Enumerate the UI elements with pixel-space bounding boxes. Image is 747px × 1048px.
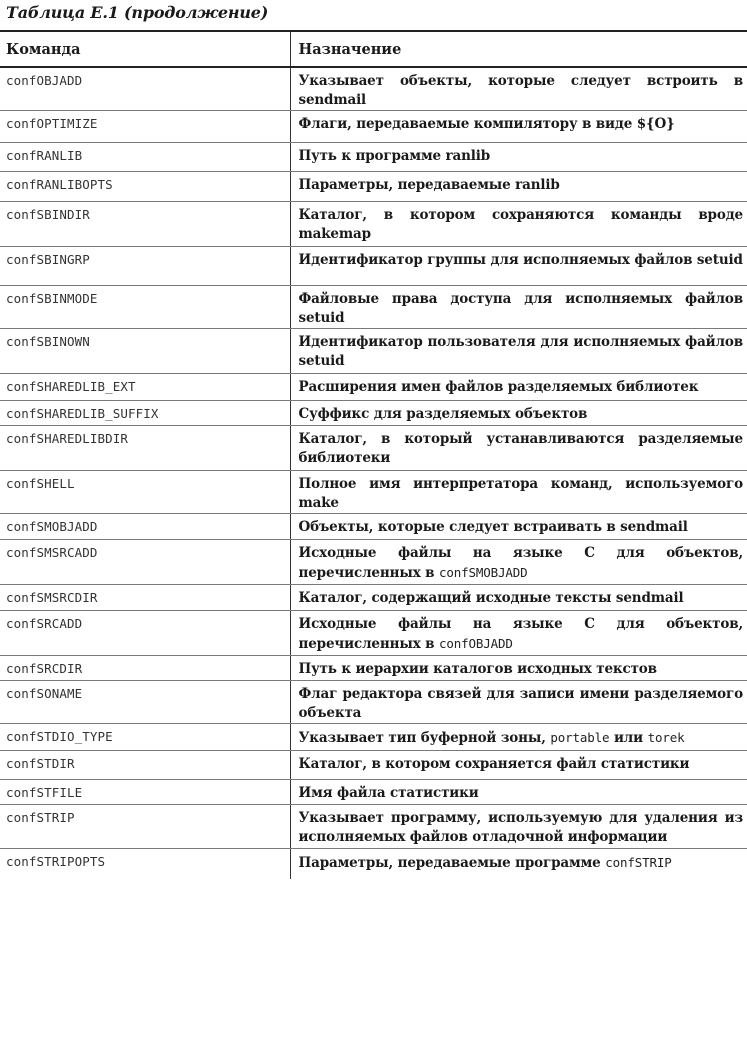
command-cell: confSHAREDLIB_EXT — [0, 374, 290, 401]
inline-code: confOBJADD — [438, 636, 513, 651]
purpose-cell: Каталог, содержащий исходные тексты sendmail — [290, 585, 747, 611]
table-row — [0, 611, 747, 656]
header-purpose: Назначение — [290, 31, 747, 67]
table-row — [0, 514, 747, 540]
command-cell: confSBINOWN — [0, 329, 290, 374]
command-cell: confOPTIMIZE — [0, 111, 290, 143]
purpose-cell: Идентификатор группы для исполняемых файлов setuid — [290, 247, 747, 286]
purpose-cell: Суффикс для разделяемых объектов — [290, 401, 747, 426]
purpose-cell: Файловые права доступа для исполняемых файлов setuid — [290, 286, 747, 329]
purpose-cell: Каталог, в котором сохраняется файл статистики — [290, 751, 747, 780]
table-row — [0, 780, 747, 805]
command-cell: confSRCDIR — [0, 656, 290, 681]
purpose-cell — [290, 611, 747, 656]
command-cell: confSBINMODE — [0, 286, 290, 329]
purpose-text: Исходные файлы на языке С для объектов, перечисленных в — [298, 545, 743, 581]
table-row — [0, 849, 747, 879]
purpose-text: Параметры, передаваемые программе — [298, 855, 606, 871]
command-cell: confSBINDIR — [0, 202, 290, 247]
command-cell: confSTDIR — [0, 751, 290, 780]
purpose-text: Указывает тип буферной зоны, — [298, 730, 551, 746]
purpose-cell: Каталог, в котором сохраняются команды вроде makemap — [290, 202, 747, 247]
purpose-cell: Указывает программу, используемую для удаления из исполняемых файлов отладочной информации — [290, 805, 747, 849]
header-command: Команда — [0, 31, 290, 67]
table-row — [0, 202, 747, 247]
purpose-cell: Объекты, которые следует встраивать в sendmail — [290, 514, 747, 540]
table-row — [0, 471, 747, 514]
purpose-cell: Флаг редактора связей для записи имени разделяемого объекта — [290, 681, 747, 724]
table-row — [0, 67, 747, 111]
table-caption: Таблица Е.1 (продолжение) — [6, 3, 269, 22]
command-cell: confSMSRCADD — [0, 540, 290, 585]
command-cell: confSTDIO_TYPE — [0, 724, 290, 751]
purpose-cell: Параметры, передаваемые ranlib — [290, 172, 747, 202]
purpose-cell — [290, 540, 747, 585]
inline-code: portable — [550, 730, 610, 745]
table-row — [0, 374, 747, 401]
command-cell: confSHAREDLIBDIR — [0, 426, 290, 471]
purpose-cell: Идентификатор пользователя для исполняемых файлов setuid — [290, 329, 747, 374]
command-cell: confSMSRCDIR — [0, 585, 290, 611]
table-row — [0, 805, 747, 849]
purpose-cell: Полное имя интерпретатора команд, используемого make — [290, 471, 747, 514]
table-header-row — [0, 31, 747, 67]
inline-code: confSTRIP — [605, 855, 672, 870]
command-cell: confSTRIPOPTS — [6, 854, 106, 869]
table-row — [0, 329, 747, 374]
commands-table — [0, 30, 747, 879]
command-cell: confRANLIB — [0, 143, 290, 172]
command-cell: confSMOBJADD — [0, 514, 290, 540]
table-row — [0, 681, 747, 724]
command-cell: confOBJADD — [0, 67, 290, 111]
purpose-cell: Путь к иерархии каталогов исходных текстов — [290, 656, 747, 681]
command-cell: confRANLIBOPTS — [0, 172, 290, 202]
purpose-cell — [290, 849, 747, 879]
table-row — [0, 111, 747, 143]
table-row — [0, 426, 747, 471]
command-cell: confSONAME — [0, 681, 290, 724]
purpose-cell: Флаги, передаваемые компилятору в виде ${O} — [290, 111, 747, 143]
purpose-cell — [290, 724, 747, 751]
purpose-text: или — [609, 730, 648, 746]
table-row — [0, 401, 747, 426]
table-row — [0, 247, 747, 286]
purpose-cell: Расширения имен файлов разделяемых библиотек — [290, 374, 747, 401]
table-row — [0, 585, 747, 611]
purpose-cell: Каталог, в который устанавливаются разделяемые библиотеки — [290, 426, 747, 471]
command-cell: confSRCADD — [0, 611, 290, 656]
command-cell: confSTRIP — [0, 805, 290, 849]
table-row — [0, 751, 747, 780]
table-row — [0, 656, 747, 681]
inline-code: confSMOBJADD — [438, 565, 528, 580]
table-row — [0, 143, 747, 172]
table-body — [0, 67, 747, 879]
command-cell: confSTFILE — [0, 780, 290, 805]
purpose-text: Исходные файлы на языке С для объектов, перечисленных в — [298, 616, 743, 652]
purpose-cell: Имя файла статистики — [290, 780, 747, 805]
command-cell: confSBINGRP — [0, 247, 290, 286]
inline-code: torek — [647, 730, 685, 745]
table-row — [0, 172, 747, 202]
purpose-cell: Указывает объекты, которые следует встроить в sendmail — [290, 67, 747, 111]
table-row — [0, 286, 747, 329]
command-cell: confSHELL — [0, 471, 290, 514]
purpose-cell: Путь к программе ranlib — [290, 143, 747, 172]
table-row — [0, 724, 747, 751]
table-row — [0, 540, 747, 585]
command-cell: confSHAREDLIB_SUFFIX — [0, 401, 290, 426]
